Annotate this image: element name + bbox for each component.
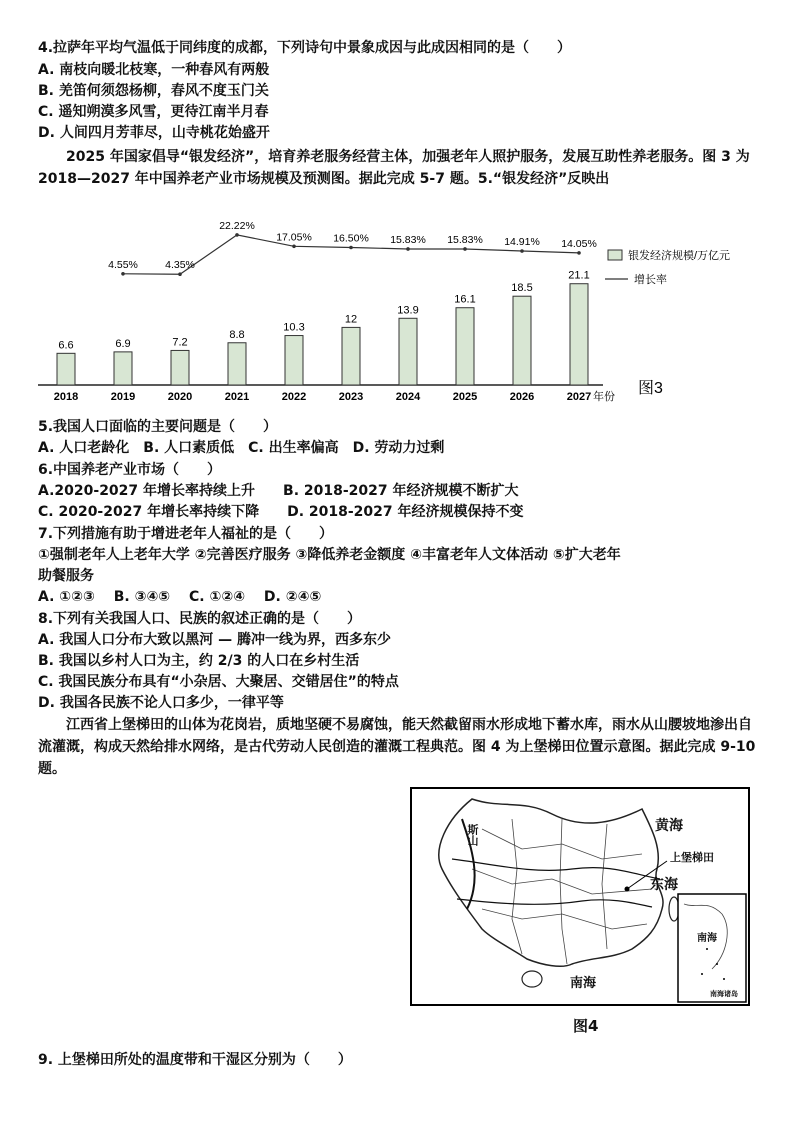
x-tick-label: 2020 bbox=[167, 391, 193, 403]
x-tick-label: 2025 bbox=[452, 391, 478, 403]
bar-2022 bbox=[285, 336, 303, 385]
label-donghai: 东海 bbox=[650, 877, 678, 893]
growth-point bbox=[178, 272, 182, 276]
q4-option-b: B. 羌笛何须怨杨柳，春风不度玉门关 bbox=[38, 83, 269, 99]
figure-3-chart bbox=[38, 215, 758, 405]
q5-stem: 5.我国人口面临的主要问题是（ ） bbox=[38, 419, 278, 435]
x-tick-label: 2023 bbox=[338, 391, 364, 403]
q7-items-line2: 助餐服务 bbox=[38, 568, 94, 584]
q8-option-c: C. 我国民族分布具有“小杂居、大聚居、交错居住”的特点 bbox=[38, 674, 399, 690]
figure-3-label: 图3 bbox=[638, 380, 663, 397]
bar-2018 bbox=[57, 353, 75, 385]
q8-option-b: B. 我国以乡村人口为主，约 2/3 的人口在乡村生活 bbox=[38, 653, 360, 669]
growth-point bbox=[349, 246, 353, 250]
q8-stem: 8.下列有关我国人口、民族的叙述正确的是（ ） bbox=[38, 611, 362, 627]
x-tick-label: 2027 bbox=[566, 391, 592, 403]
growth-label: 15.83% bbox=[447, 233, 483, 246]
q7-items-line1: ①强制老年人上老年大学 ②完善医疗服务 ③降低养老金额度 ④丰富老年人文体活动 ⑤扩大老年 bbox=[38, 547, 621, 563]
bar-value-label: 13.9 bbox=[397, 304, 419, 317]
legend-bar-swatch bbox=[608, 250, 622, 260]
q7-stem: 7.下列措施有助于增进老年人福祉的是（ ） bbox=[38, 526, 334, 542]
bar-value-label: 7.2 bbox=[172, 336, 188, 349]
growth-point bbox=[121, 272, 125, 276]
x-tick-label: 2019 bbox=[110, 391, 136, 403]
growth-label: 15.83% bbox=[390, 233, 426, 246]
growth-label: 4.35% bbox=[165, 259, 195, 272]
growth-point bbox=[520, 249, 524, 253]
growth-label: 16.50% bbox=[333, 232, 369, 245]
bar-2023 bbox=[342, 327, 360, 385]
q4-option-d: D. 人间四月芳菲尽，山寺桃花始盛开 bbox=[38, 125, 270, 141]
bar-2024 bbox=[399, 318, 417, 385]
x-tick-label: 2018 bbox=[53, 391, 79, 403]
q4-option-c: C. 遥知朔漠多风雪，更待江南半月春 bbox=[38, 104, 269, 120]
bar-value-label: 21.1 bbox=[568, 269, 590, 282]
legend-bar-label: 银发经济规模/万亿元 bbox=[628, 250, 731, 262]
q7-options: A. ①②③ B. ③④⑤ C. ①②④ D. ②④⑤ bbox=[38, 589, 322, 605]
bar-2025 bbox=[456, 308, 474, 385]
bar-line-chart bbox=[38, 215, 758, 405]
growth-label: 22.22% bbox=[219, 219, 255, 232]
bar-value-label: 10.3 bbox=[283, 321, 305, 334]
x-tick-label: 2021 bbox=[224, 391, 250, 403]
intro-terraces: 江西省上堡梯田的山体为花岗岩，质地坚硬不易腐蚀，能天然截留雨水形成地下蓄水库，雨水从山腰坡地渗出自流灌溉，构成天然给排水网络，是古代劳动人民创造的灌溉工程典范。图 4 为上堡梯田位置示意图。据此完成 9-10 题。 bbox=[38, 717, 756, 777]
q5-options: A. 人口老龄化 B. 人口素质低 C. 出生率偏高 D. 劳动力过剩 bbox=[38, 440, 445, 456]
bar-2020 bbox=[171, 350, 189, 385]
growth-label: 17.05% bbox=[276, 231, 312, 244]
bar-2021 bbox=[228, 343, 246, 385]
label-shangbao-terraces: 上堡梯田 bbox=[670, 851, 714, 864]
growth-point bbox=[463, 247, 467, 251]
q4-option-a: A. 南枝向暖北枝寒，一种春风有两般 bbox=[38, 62, 270, 78]
q8-option-a: A. 我国人口分布大致以黑河 — 腾冲一线为界，西多东少 bbox=[38, 632, 392, 648]
q8-option-d: D. 我国各民族不论人口多少，一律平等 bbox=[38, 695, 284, 711]
label-nanhai-inset: 南海 bbox=[697, 933, 717, 944]
x-tick-label: 2026 bbox=[509, 391, 535, 403]
bar-2027 bbox=[570, 284, 588, 385]
x-tick-label: 2024 bbox=[395, 391, 421, 403]
q9-stem: 9. 上堡梯田所处的温度带和干湿区分别为（ ） bbox=[38, 1052, 352, 1068]
growth-point bbox=[577, 251, 581, 255]
x-axis-label: 年份 bbox=[593, 391, 615, 403]
bar-value-label: 16.1 bbox=[454, 293, 476, 306]
q6-stem: 6.中国养老产业市场（ ） bbox=[38, 462, 222, 478]
growth-label: 14.05% bbox=[561, 237, 597, 250]
bar-2019 bbox=[114, 352, 132, 385]
q4-stem: 4.拉萨年平均气温低于同纬度的成都，下列诗句中景象成因与此成因相同的是（ ） bbox=[38, 40, 572, 56]
label-inset-islands: 南海诸岛 bbox=[710, 990, 738, 998]
growth-point bbox=[235, 233, 239, 237]
growth-label: 4.55% bbox=[108, 258, 138, 271]
bar-value-label: 6.6 bbox=[58, 339, 74, 352]
figure-4-map bbox=[410, 787, 750, 1006]
label-huanghai: 黄海 bbox=[655, 818, 683, 834]
growth-label: 14.91% bbox=[504, 235, 540, 248]
intro-silver-economy: 2025 年国家倡导“银发经济”，培育养老服务经营主体，加强老年人照护服务，发展互助性养老服务。图 3 为 2018—2027 年中国养老产业市场规模及预测图。据此完成 5-7 题。5.“银发经济”反映出 bbox=[38, 149, 750, 187]
bar-value-label: 8.8 bbox=[229, 328, 245, 341]
legend-line-label: 增长率 bbox=[634, 274, 667, 286]
q6-options-row1: A.2020-2027 年增长率持续上升 B. 2018-2027 年经济规模不断扩大 bbox=[38, 483, 519, 499]
growth-point bbox=[406, 247, 410, 251]
label-mountain: 斯山 bbox=[466, 824, 479, 846]
growth-point bbox=[292, 244, 296, 248]
figure-4-caption: 图4 bbox=[573, 1017, 599, 1035]
bar-value-label: 18.5 bbox=[511, 282, 533, 295]
x-tick-label: 2022 bbox=[281, 391, 307, 403]
label-nanhai: 南海 bbox=[570, 976, 597, 991]
bar-value-label: 6.9 bbox=[115, 337, 131, 350]
bar-2026 bbox=[513, 296, 531, 385]
bar-value-label: 12 bbox=[344, 313, 358, 326]
q6-options-row2: C. 2020-2027 年增长率持续下降 D. 2018-2027 年经济规模保持不变 bbox=[38, 504, 524, 520]
